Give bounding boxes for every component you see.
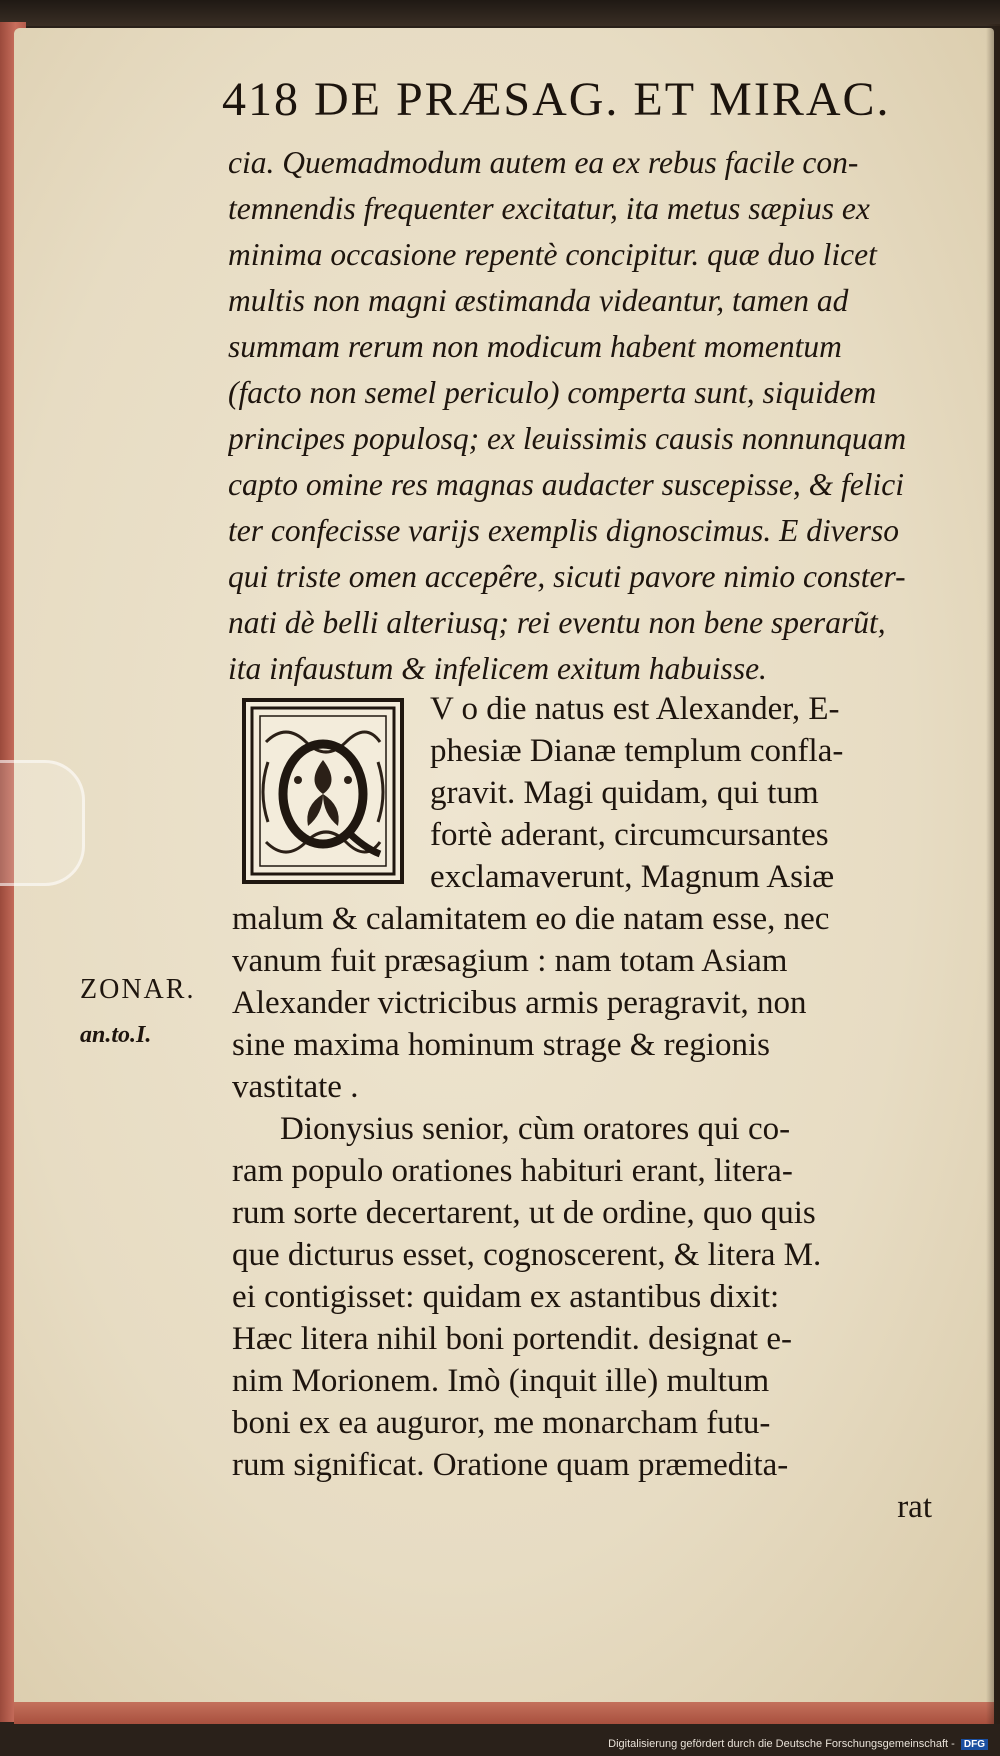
running-header: 418 DE PRÆSAG. ET MIRAC. xyxy=(222,73,891,126)
text-line: (facto non semel periculo) comperta sunt, siquidem xyxy=(228,375,877,410)
text-line: capto omine res magnas audacter suscepisse, & felici xyxy=(228,467,904,502)
text-line: malum & calamitatem eo die natam esse, nec xyxy=(232,901,830,937)
text-line: exclamaverunt, Magnum Asiæ xyxy=(430,859,835,895)
text-line: nati dè belli alteriusq; rei eventu non bene sperarũt, xyxy=(228,605,886,640)
text-line: nim Morionem. Imò (inquit ille) multum xyxy=(232,1363,770,1399)
text-line: sine maxima hominum strage & regionis xyxy=(232,1027,770,1063)
italic-paragraph xyxy=(228,140,948,692)
text-line: rum significat. Oratione quam præmedita- xyxy=(232,1447,789,1483)
text-line: gravit. Magi quidam, qui tum xyxy=(430,775,819,811)
text-line: summam rerum non modicum habent momentum xyxy=(228,329,842,364)
text-line: ram populo orationes habituri erant, litera- xyxy=(232,1153,793,1189)
footer-credit xyxy=(608,1738,988,1750)
text-line: qui triste omen accepêre, sicuti pavore nimio conster- xyxy=(228,559,906,594)
text-line: V o die natus est Alexander, E- xyxy=(430,691,840,727)
text-line: boni ex ea auguror, me monarcham futu- xyxy=(232,1405,771,1441)
text-line: phesiæ Dianæ templum confla- xyxy=(430,733,844,769)
book-edge-bottom xyxy=(14,1702,994,1724)
text-line: vastitate . xyxy=(232,1069,359,1105)
gutter-shadow xyxy=(986,24,1000,1724)
catchword: rat xyxy=(897,1489,932,1525)
text-line: fortè aderant, circumcursantes xyxy=(430,817,829,853)
text-line: ter confecisse varijs exemplis dignoscimus. E diverso xyxy=(228,513,899,548)
text-line: ei contigisset: quidam ex astantibus dixit: xyxy=(232,1279,780,1315)
footer-credit-text: Digitalisierung gefördert durch die Deutsche Forschungsgemeinschaft - xyxy=(608,1738,955,1750)
text-line: principes populosq; ex leuissimis causis nonnunquam xyxy=(228,421,907,456)
text-line: que dicturus esset, cognoscerent, & litera M. xyxy=(232,1237,822,1273)
page-clip xyxy=(0,760,85,886)
text-line: temnendis frequenter excitatur, ita metus sæpius ex xyxy=(228,191,870,226)
text-line: Dionysius senior, cùm oratores qui co- xyxy=(280,1111,791,1147)
dfg-logo: DFG xyxy=(961,1739,988,1750)
text-line: ita infaustum & infelicem exitum habuisse. xyxy=(228,651,767,686)
text-line: cia. Quemadmodum autem ea ex rebus facile con- xyxy=(228,145,859,180)
text-line: rum sorte decertarent, ut de ordine, quo quis xyxy=(232,1195,816,1231)
roman-paragraph xyxy=(232,688,952,1528)
text-line: multis non magni æstimanda videantur, tamen ad xyxy=(228,283,849,318)
scan-top-shadow xyxy=(0,0,1000,26)
text-line: Alexander victricibus armis peragravit, non xyxy=(232,985,807,1021)
text-line: vanum fuit præsagium : nam totam Asiam xyxy=(232,943,788,979)
marginal-note-ref: an.to.I. xyxy=(80,1022,152,1048)
text-line: Hæc litera nihil boni portendit. designat e- xyxy=(232,1321,792,1357)
marginal-note-source: ZONAR. xyxy=(80,974,196,1005)
text-line: minima occasione repentè concipitur. quæ duo licet xyxy=(228,237,877,272)
